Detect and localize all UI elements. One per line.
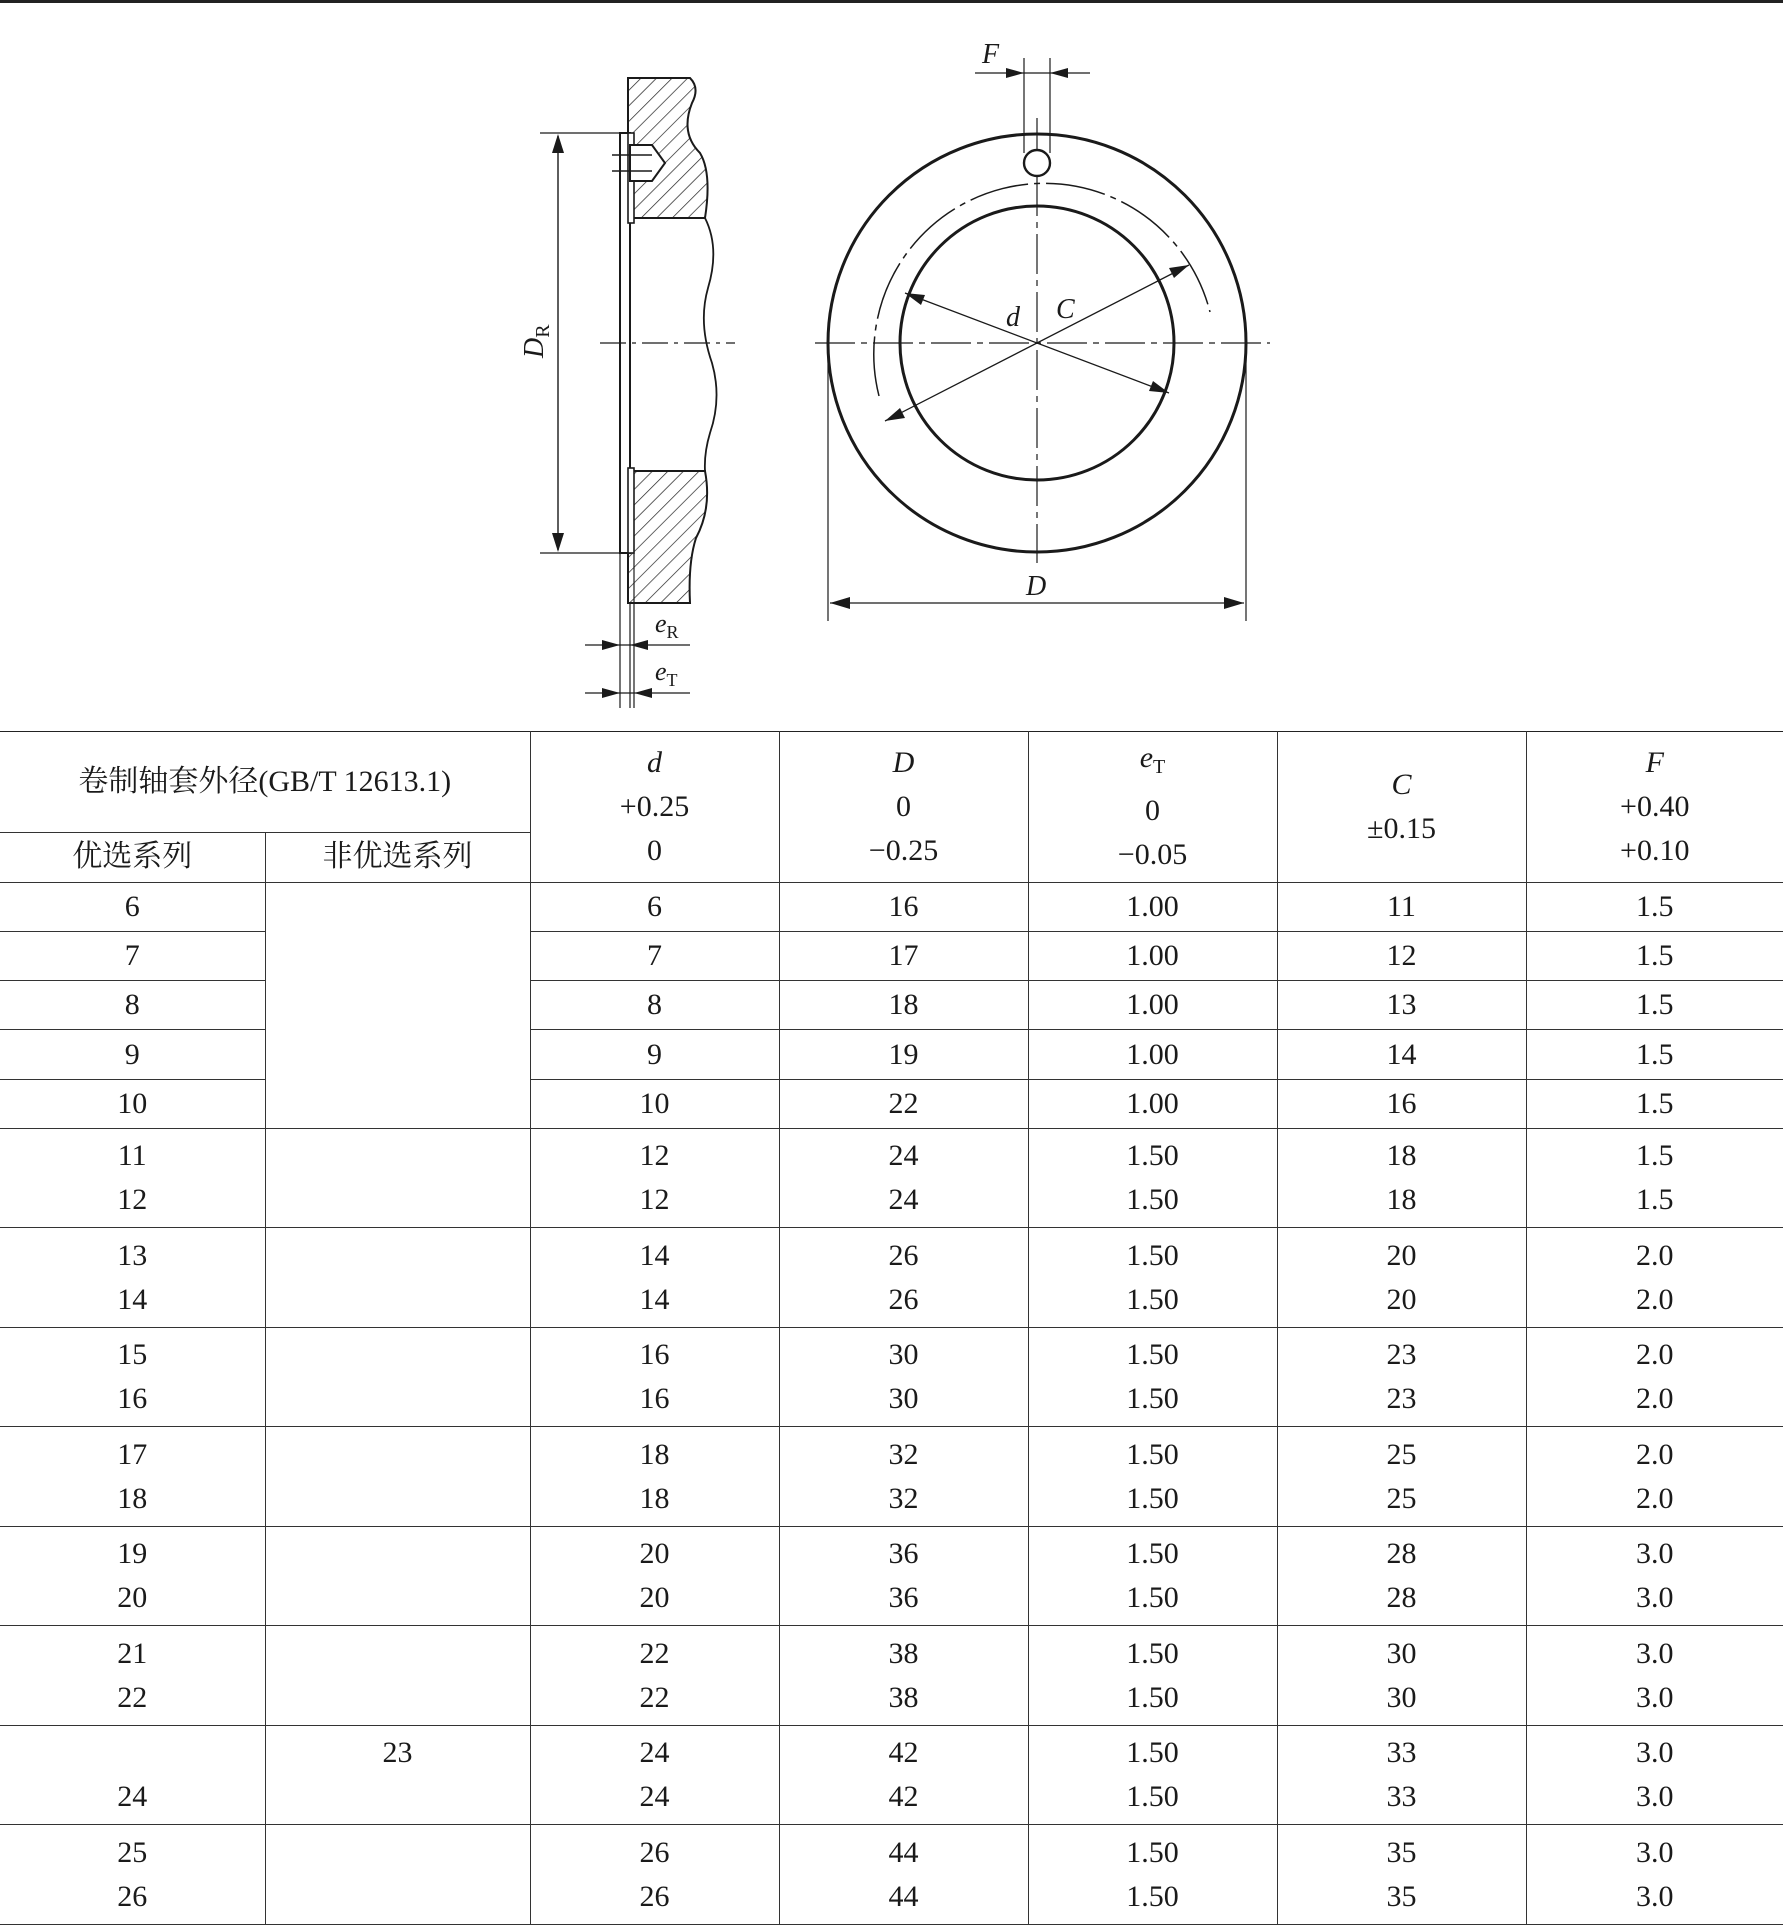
cell-value: 1.50 — [1126, 1382, 1179, 1416]
table-row — [0, 882, 1783, 931]
cell-d — [530, 1526, 779, 1626]
header-F: F +0.40 +0.10 — [1526, 732, 1783, 883]
cell-F — [1526, 1427, 1783, 1527]
cell-value: 1.50 — [1126, 1581, 1179, 1615]
cell-pref: 9 — [0, 1030, 265, 1079]
cell-value: 14 — [639, 1238, 670, 1272]
cell-value: 25 — [1386, 1481, 1417, 1515]
cell-C — [1277, 1825, 1526, 1925]
cell-F — [1526, 1825, 1783, 1925]
cell-nonpref — [265, 1228, 530, 1328]
cell-value — [266, 1676, 530, 1720]
cell-value: 3.0 — [1636, 1537, 1674, 1571]
cell-value — [266, 1775, 530, 1819]
cell-value: 1.5 — [1636, 1183, 1674, 1217]
label-dr: $D_R$ — [519, 324, 554, 358]
cell-eT — [1028, 1526, 1277, 1626]
cell-d: 8 — [530, 981, 779, 1030]
cell-pref: 10 — [0, 1079, 265, 1128]
cell-nonpref — [265, 1825, 530, 1925]
cell-C: 12 — [1277, 931, 1526, 980]
cell-F: 1.5 — [1526, 931, 1783, 980]
cell-pref — [0, 1626, 265, 1726]
cell-D — [779, 1327, 1028, 1427]
cell-value: 20 — [1386, 1238, 1417, 1272]
cell-value: 26 — [639, 1879, 670, 1913]
header-C: C ±0.15 — [1277, 732, 1526, 883]
cell-pref — [0, 1526, 265, 1626]
header-preferred: 优选系列 — [0, 832, 265, 882]
cell-value: 3.0 — [1636, 1736, 1674, 1770]
cell-pref — [0, 1228, 265, 1328]
cell-d — [530, 1427, 779, 1527]
cell-value: 26 — [888, 1282, 919, 1316]
cell-value: 2.0 — [1636, 1282, 1674, 1316]
cell-value: 11 — [117, 1139, 147, 1173]
cell-C — [1277, 1327, 1526, 1427]
cell-value: 3.0 — [1636, 1879, 1674, 1913]
cell-value: 18 — [639, 1437, 670, 1471]
cell-D — [779, 1626, 1028, 1726]
cell-d — [530, 1327, 779, 1427]
cell-value: 42 — [888, 1780, 919, 1814]
cell-value: 38 — [888, 1636, 919, 1670]
pin-hole — [1024, 150, 1050, 176]
cell-pref — [0, 1128, 265, 1228]
label-et: $e_T$ — [655, 657, 678, 690]
cell-value: 3.0 — [1636, 1636, 1674, 1670]
cell-value: 24 — [117, 1780, 148, 1814]
cell-pref — [0, 1825, 265, 1925]
groove-arc-upper — [874, 183, 1210, 396]
cell-value: 44 — [888, 1835, 919, 1869]
label-d-outer: D — [1026, 571, 1047, 602]
cell-nonpref — [265, 1327, 530, 1427]
cell-value: 38 — [888, 1680, 919, 1714]
cell-value: 12 — [117, 1183, 148, 1217]
header-row-1 — [0, 732, 1783, 833]
cell-eT: 1.00 — [1028, 981, 1277, 1030]
cell-value: 2.0 — [1636, 1238, 1674, 1272]
table-row-pair — [0, 1427, 1783, 1527]
table-row-pair — [0, 1526, 1783, 1626]
table-row-pair — [0, 1228, 1783, 1328]
cell-value: 24 — [639, 1780, 670, 1814]
cell-value: 1.50 — [1126, 1481, 1179, 1515]
cell-value — [266, 1278, 530, 1322]
cell-d: 10 — [530, 1079, 779, 1128]
cell-value: 3.0 — [1636, 1680, 1674, 1714]
cell-value: 18 — [1386, 1183, 1417, 1217]
cell-eT — [1028, 1128, 1277, 1228]
cell-d: 6 — [530, 882, 779, 931]
cell-value: 18 — [1386, 1139, 1417, 1173]
cell-value: 16 — [117, 1382, 148, 1416]
cell-value: 21 — [117, 1636, 148, 1670]
cell-value: 16 — [639, 1382, 670, 1416]
cell-C: 16 — [1277, 1079, 1526, 1128]
cell-value: 1.50 — [1126, 1736, 1179, 1770]
cell-value: 1.50 — [1126, 1879, 1179, 1913]
cell-F — [1526, 1725, 1783, 1825]
cell-value: 3.0 — [1636, 1780, 1674, 1814]
dimension-table — [0, 731, 1783, 1925]
cell-value: 1.50 — [1126, 1139, 1179, 1173]
cell-eT — [1028, 1725, 1277, 1825]
cell-value: 22 — [117, 1680, 148, 1714]
cell-value — [266, 1433, 530, 1477]
cell-value — [0, 1731, 265, 1775]
cell-F — [1526, 1327, 1783, 1427]
cell-value: 20 — [117, 1581, 148, 1615]
cell-value: 23 — [1386, 1338, 1417, 1372]
cell-value: 1.50 — [1126, 1835, 1179, 1869]
cell-value — [266, 1134, 530, 1178]
cell-D — [779, 1128, 1028, 1228]
cell-value: 36 — [888, 1581, 919, 1615]
cell-D: 18 — [779, 981, 1028, 1030]
cell-d — [530, 1228, 779, 1328]
label-f: F — [982, 39, 1000, 70]
cell-nonpref — [265, 1626, 530, 1726]
cell-eT — [1028, 1427, 1277, 1527]
cell-F: 1.5 — [1526, 981, 1783, 1030]
cell-F: 1.5 — [1526, 882, 1783, 931]
cell-value: 14 — [117, 1282, 148, 1316]
cell-value — [266, 1875, 530, 1919]
cell-nonpref — [265, 1128, 530, 1228]
cell-C — [1277, 1228, 1526, 1328]
cell-value: 1.50 — [1126, 1282, 1179, 1316]
cell-value: 2.0 — [1636, 1481, 1674, 1515]
cell-C: 11 — [1277, 882, 1526, 931]
cell-value — [266, 1576, 530, 1620]
cell-pref — [0, 1427, 265, 1527]
cell-C — [1277, 1526, 1526, 1626]
cell-value: 19 — [117, 1537, 148, 1571]
cell-value: 23 — [1386, 1382, 1417, 1416]
cell-value: 42 — [888, 1736, 919, 1770]
cell-eT: 1.00 — [1028, 1079, 1277, 1128]
cell-pref — [0, 1725, 265, 1825]
cell-value: 33 — [1386, 1736, 1417, 1770]
label-er: $e_R$ — [655, 609, 679, 642]
cell-C — [1277, 1626, 1526, 1726]
cell-D — [779, 1725, 1028, 1825]
cell-F — [1526, 1626, 1783, 1726]
cell-D: 16 — [779, 882, 1028, 931]
cell-value: 28 — [1386, 1581, 1417, 1615]
cell-pref: 7 — [0, 931, 265, 980]
cell-value: 24 — [888, 1183, 919, 1217]
cell-value: 1.50 — [1126, 1338, 1179, 1372]
cell-value: 16 — [639, 1338, 670, 1372]
cell-value: 30 — [1386, 1636, 1417, 1670]
cell-value: 20 — [1386, 1282, 1417, 1316]
cell-value: 1.50 — [1126, 1537, 1179, 1571]
cell-eT — [1028, 1228, 1277, 1328]
cell-value — [266, 1377, 530, 1421]
cell-d — [530, 1725, 779, 1825]
cell-D — [779, 1228, 1028, 1328]
cell-d: 7 — [530, 931, 779, 980]
cell-nonpref — [265, 1427, 530, 1527]
cell-value: 30 — [1386, 1680, 1417, 1714]
table-row-pair — [0, 1725, 1783, 1825]
cell-value: 1.50 — [1126, 1183, 1179, 1217]
cell-pref: 8 — [0, 981, 265, 1030]
header-d: d +0.25 0 — [530, 732, 779, 883]
header-D: D 0 −0.25 — [779, 732, 1028, 883]
cell-value: 2.0 — [1636, 1437, 1674, 1471]
cell-value: 14 — [639, 1282, 670, 1316]
cell-value — [266, 1234, 530, 1278]
cell-value: 30 — [888, 1382, 919, 1416]
cell-nonpref — [265, 1725, 530, 1825]
cell-value: 23 — [382, 1736, 413, 1770]
cell-value: 1.50 — [1126, 1780, 1179, 1814]
cell-nonpref — [265, 1526, 530, 1626]
table-row-pair — [0, 1327, 1783, 1427]
cell-C: 14 — [1277, 1030, 1526, 1079]
cell-C — [1277, 1427, 1526, 1527]
cell-eT — [1028, 1825, 1277, 1925]
cell-value — [266, 1632, 530, 1676]
cell-value: 44 — [888, 1879, 919, 1913]
cell-value: 25 — [117, 1835, 148, 1869]
cell-D: 17 — [779, 931, 1028, 980]
cell-value: 28 — [1386, 1537, 1417, 1571]
cell-C — [1277, 1128, 1526, 1228]
cell-eT: 1.00 — [1028, 1030, 1277, 1079]
housing-break-line — [704, 218, 717, 471]
cell-d — [530, 1825, 779, 1925]
cell-value — [266, 1477, 530, 1521]
header-non-preferred: 非优选系列 — [265, 832, 530, 882]
cell-F: 1.5 — [1526, 1079, 1783, 1128]
cell-value — [266, 1831, 530, 1875]
cell-eT — [1028, 1327, 1277, 1427]
cell-value: 1.50 — [1126, 1437, 1179, 1471]
label-d-inner: d — [1006, 302, 1020, 333]
cell-value: 2.0 — [1636, 1338, 1674, 1372]
technical-drawing — [0, 3, 1783, 730]
cell-d: 9 — [530, 1030, 779, 1079]
cell-D: 19 — [779, 1030, 1028, 1079]
cell-value — [266, 1532, 530, 1576]
cell-F: 1.5 — [1526, 1030, 1783, 1079]
cell-value: 33 — [1386, 1780, 1417, 1814]
cell-value: 35 — [1386, 1835, 1417, 1869]
cell-value: 1.5 — [1636, 1139, 1674, 1173]
cell-value: 36 — [888, 1537, 919, 1571]
washer-lower-step — [628, 468, 634, 553]
cell-D — [779, 1526, 1028, 1626]
cell-value: 15 — [117, 1338, 148, 1372]
cell-value: 1.50 — [1126, 1238, 1179, 1272]
table-row-pair — [0, 1128, 1783, 1228]
cell-value: 13 — [117, 1238, 148, 1272]
cell-value: 30 — [888, 1338, 919, 1372]
cell-value: 3.0 — [1636, 1581, 1674, 1615]
cell-value: 24 — [639, 1736, 670, 1770]
cell-value: 25 — [1386, 1437, 1417, 1471]
cell-D: 22 — [779, 1079, 1028, 1128]
cell-value: 26 — [888, 1238, 919, 1272]
table-row-pair — [0, 1825, 1783, 1925]
cell-D — [779, 1427, 1028, 1527]
cell-F — [1526, 1526, 1783, 1626]
table-row-pair — [0, 1626, 1783, 1726]
cell-value: 1.50 — [1126, 1636, 1179, 1670]
cell-value: 26 — [639, 1835, 670, 1869]
label-c: C — [1056, 294, 1075, 325]
cell-d — [530, 1128, 779, 1228]
cell-F — [1526, 1228, 1783, 1328]
cell-value: 22 — [639, 1680, 670, 1714]
cell-F — [1526, 1128, 1783, 1228]
cell-D — [779, 1825, 1028, 1925]
cell-eT — [1028, 1626, 1277, 1726]
cell-value: 18 — [117, 1481, 148, 1515]
cell-value: 22 — [639, 1636, 670, 1670]
cell-pref: 6 — [0, 882, 265, 931]
cell-value: 12 — [639, 1139, 670, 1173]
cell-value: 2.0 — [1636, 1382, 1674, 1416]
cell-value: 26 — [117, 1879, 148, 1913]
cell-value: 1.50 — [1126, 1680, 1179, 1714]
cell-value: 17 — [117, 1437, 148, 1471]
cell-value: 12 — [639, 1183, 670, 1217]
cell-value: 32 — [888, 1481, 919, 1515]
cell-value: 24 — [888, 1139, 919, 1173]
cell-value: 3.0 — [1636, 1835, 1674, 1869]
front-view — [815, 58, 1270, 621]
cell-d — [530, 1626, 779, 1726]
cell-value — [266, 1333, 530, 1377]
cell-value: 20 — [639, 1537, 670, 1571]
housing-lower-section — [628, 471, 707, 603]
cell-nonpref-merged — [265, 882, 530, 1128]
cell-eT: 1.00 — [1028, 931, 1277, 980]
section-view — [540, 78, 735, 708]
cell-value: 18 — [639, 1481, 670, 1515]
cell-eT: 1.00 — [1028, 882, 1277, 931]
cell-value: 35 — [1386, 1879, 1417, 1913]
cell-C — [1277, 1725, 1526, 1825]
cell-value: 32 — [888, 1437, 919, 1471]
header-group-title: 卷制轴套外径(GB/T 12613.1) — [0, 732, 530, 833]
cell-value: 20 — [639, 1581, 670, 1615]
cell-pref — [0, 1327, 265, 1427]
header-eT: $e_T$ 0 −0.05 — [1028, 732, 1277, 883]
cell-C: 13 — [1277, 981, 1526, 1030]
cell-value — [266, 1178, 530, 1222]
